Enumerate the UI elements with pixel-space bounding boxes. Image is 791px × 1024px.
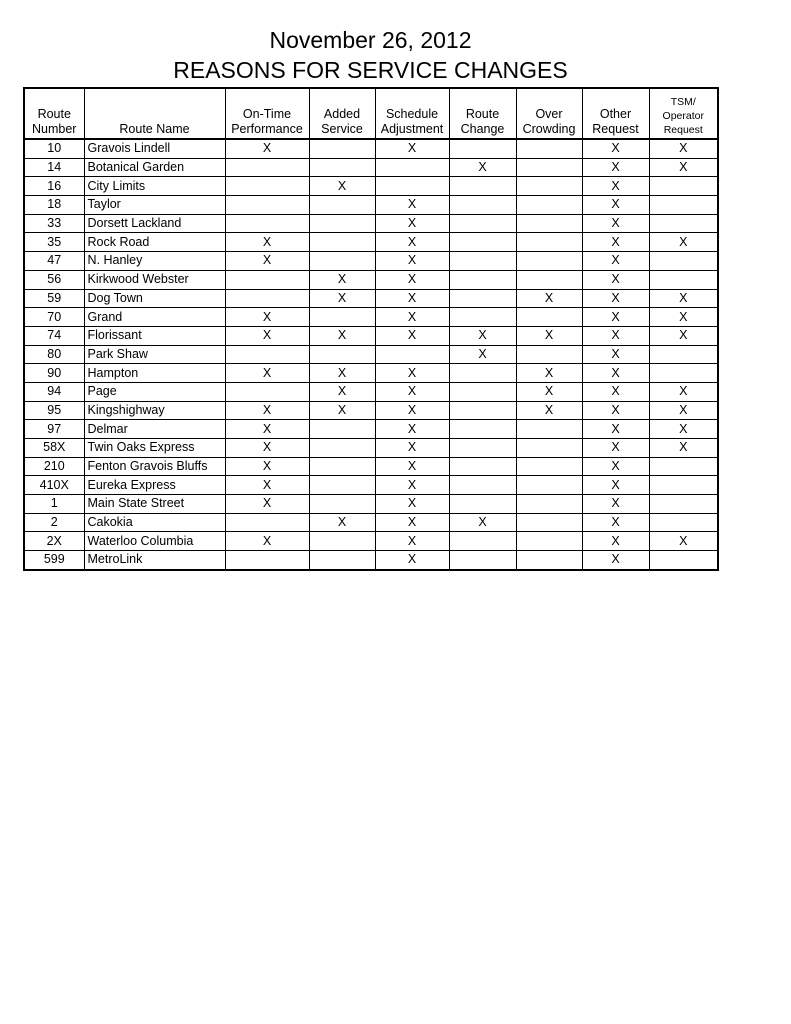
reason-mark-cell-over-crowding: [516, 345, 582, 364]
table-row: [24, 252, 718, 271]
reason-mark-cell-route-change: [449, 270, 516, 289]
title-heading: REASONS FOR SERVICE CHANGES: [173, 57, 568, 83]
table-row: [24, 177, 718, 196]
reason-mark-cell-schedule-adjustment: X: [375, 233, 449, 252]
reason-mark-cell-over-crowding: [516, 495, 582, 514]
reason-mark-cell-on-time-performance: X: [225, 401, 309, 420]
reason-mark-cell-on-time-performance: X: [225, 233, 309, 252]
reason-mark-cell-added-service: [309, 532, 375, 551]
route-number-cell: 16: [24, 177, 84, 196]
column-header-over-crowding: [516, 88, 582, 139]
reason-mark-cell-over-crowding: [516, 457, 582, 476]
column-header-line: Other: [599, 107, 632, 121]
column-header-line: On-Time: [242, 107, 292, 121]
reason-mark-cell-over-crowding: [516, 177, 582, 196]
reason-mark-cell-route-change: X: [449, 326, 516, 345]
reason-mark-cell-over-crowding: X: [516, 289, 582, 308]
table-row: [24, 345, 718, 364]
column-header-line: Schedule: [385, 107, 439, 121]
reason-mark-cell-schedule-adjustment: [375, 158, 449, 177]
route-name-cell: N. Hanley: [84, 252, 225, 271]
reason-mark-cell-schedule-adjustment: [375, 177, 449, 196]
reason-mark-cell-route-change: [449, 214, 516, 233]
reason-mark-cell-on-time-performance: X: [225, 308, 309, 327]
reason-mark-cell-tsm-operator-request: [649, 457, 718, 476]
reason-mark-cell-added-service: [309, 476, 375, 495]
table-row: [24, 158, 718, 177]
reason-mark-cell-other-request: X: [582, 551, 649, 570]
reason-mark-cell-tsm-operator-request: X: [649, 326, 718, 345]
column-header-line: Service: [321, 122, 363, 136]
route-number-cell: 2X: [24, 532, 84, 551]
route-name-cell: Eureka Express: [84, 476, 225, 495]
reason-mark-cell-added-service: X: [309, 177, 375, 196]
reason-mark-cell-tsm-operator-request: [649, 177, 718, 196]
reason-mark-cell-schedule-adjustment: X: [375, 551, 449, 570]
reason-mark-cell-other-request: X: [582, 214, 649, 233]
reason-mark-cell-other-request: X: [582, 177, 649, 196]
reason-mark-cell-route-change: [449, 439, 516, 458]
reason-mark-cell-route-change: [449, 551, 516, 570]
document-title: [0, 26, 741, 84]
route-name-cell: Hampton: [84, 364, 225, 383]
reason-mark-cell-schedule-adjustment: X: [375, 439, 449, 458]
table-row: [24, 476, 718, 495]
reason-mark-cell-over-crowding: [516, 270, 582, 289]
route-number-cell: 18: [24, 196, 84, 215]
route-number-cell: 33: [24, 214, 84, 233]
table-body: [24, 139, 718, 570]
reason-mark-cell-on-time-performance: X: [225, 439, 309, 458]
reason-mark-cell-tsm-operator-request: [649, 364, 718, 383]
reason-mark-cell-over-crowding: X: [516, 364, 582, 383]
reason-mark-cell-on-time-performance: [225, 513, 309, 532]
reason-mark-cell-other-request: X: [582, 382, 649, 401]
table-row: [24, 401, 718, 420]
reason-mark-cell-schedule-adjustment: X: [375, 196, 449, 215]
reason-mark-cell-schedule-adjustment: X: [375, 308, 449, 327]
title-date: November 26, 2012: [269, 27, 472, 53]
reason-mark-cell-over-crowding: [516, 476, 582, 495]
reason-mark-cell-over-crowding: [516, 158, 582, 177]
route-number-cell: 14: [24, 158, 84, 177]
reason-mark-cell-other-request: X: [582, 326, 649, 345]
reason-mark-cell-other-request: X: [582, 364, 649, 383]
table-row: [24, 551, 718, 570]
route-number-cell: 94: [24, 382, 84, 401]
route-number-cell: 90: [24, 364, 84, 383]
reason-mark-cell-on-time-performance: X: [225, 252, 309, 271]
reason-mark-cell-tsm-operator-request: X: [649, 420, 718, 439]
reason-mark-cell-on-time-performance: [225, 345, 309, 364]
reason-mark-cell-other-request: X: [582, 401, 649, 420]
table-row: [24, 420, 718, 439]
column-header-tsm-operator-request: [649, 88, 718, 139]
table-row: [24, 308, 718, 327]
reason-mark-cell-other-request: X: [582, 420, 649, 439]
reason-mark-cell-added-service: [309, 495, 375, 514]
table-row: [24, 196, 718, 215]
route-number-cell: 95: [24, 401, 84, 420]
reason-mark-cell-added-service: [309, 233, 375, 252]
reason-mark-cell-added-service: [309, 214, 375, 233]
reason-mark-cell-on-time-performance: X: [225, 476, 309, 495]
reason-mark-cell-added-service: X: [309, 326, 375, 345]
column-header-line: Crowding: [522, 122, 576, 136]
column-header-route-name: [84, 88, 225, 139]
route-name-cell: Main State Street: [84, 495, 225, 514]
reason-mark-cell-route-change: [449, 476, 516, 495]
reason-mark-cell-added-service: [309, 551, 375, 570]
reason-mark-cell-added-service: X: [309, 364, 375, 383]
column-header-added-service: [309, 88, 375, 139]
route-name-cell: Rock Road: [84, 233, 225, 252]
column-header-other-request: [582, 88, 649, 139]
column-header-line: Over: [535, 107, 563, 121]
reason-mark-cell-tsm-operator-request: X: [649, 308, 718, 327]
route-name-cell: Dog Town: [84, 289, 225, 308]
reason-mark-cell-on-time-performance: X: [225, 532, 309, 551]
reason-mark-cell-route-change: X: [449, 158, 516, 177]
reason-mark-cell-over-crowding: [516, 513, 582, 532]
route-number-cell: 59: [24, 289, 84, 308]
reason-mark-cell-on-time-performance: X: [225, 420, 309, 439]
reason-mark-cell-on-time-performance: [225, 214, 309, 233]
reason-mark-cell-over-crowding: [516, 532, 582, 551]
route-number-cell: 47: [24, 252, 84, 271]
reason-mark-cell-other-request: X: [582, 476, 649, 495]
reason-mark-cell-route-change: [449, 233, 516, 252]
route-number-cell: 58X: [24, 439, 84, 458]
reason-mark-cell-on-time-performance: X: [225, 139, 309, 158]
column-header-line: Route: [465, 107, 500, 121]
route-name-cell: Delmar: [84, 420, 225, 439]
route-number-cell: 210: [24, 457, 84, 476]
reason-mark-cell-on-time-performance: X: [225, 364, 309, 383]
table-row: [24, 214, 718, 233]
reason-mark-cell-tsm-operator-request: X: [649, 439, 718, 458]
reason-mark-cell-route-change: [449, 308, 516, 327]
reason-mark-cell-added-service: [309, 420, 375, 439]
reason-mark-cell-added-service: X: [309, 513, 375, 532]
reason-mark-cell-over-crowding: [516, 233, 582, 252]
column-header-line: TSM/: [670, 96, 696, 108]
reason-mark-cell-tsm-operator-request: X: [649, 233, 718, 252]
reason-mark-cell-over-crowding: [516, 308, 582, 327]
reason-mark-cell-over-crowding: [516, 252, 582, 271]
reason-mark-cell-tsm-operator-request: X: [649, 532, 718, 551]
reason-mark-cell-tsm-operator-request: X: [649, 382, 718, 401]
reason-mark-cell-added-service: [309, 457, 375, 476]
reason-mark-cell-other-request: X: [582, 345, 649, 364]
reason-mark-cell-added-service: [309, 139, 375, 158]
route-name-cell: Kirkwood Webster: [84, 270, 225, 289]
column-header-line: Change: [460, 122, 505, 136]
route-name-cell: Florissant: [84, 326, 225, 345]
reason-mark-cell-other-request: X: [582, 252, 649, 271]
table-row: [24, 532, 718, 551]
column-header-line: Operator: [662, 110, 704, 122]
column-header-on-time-performance: [225, 88, 309, 139]
reason-mark-cell-other-request: X: [582, 289, 649, 308]
reason-mark-cell-schedule-adjustment: X: [375, 420, 449, 439]
reason-mark-cell-tsm-operator-request: [649, 214, 718, 233]
reason-mark-cell-other-request: X: [582, 457, 649, 476]
reason-mark-cell-other-request: X: [582, 139, 649, 158]
reason-mark-cell-on-time-performance: X: [225, 457, 309, 476]
column-header-line: Performance: [231, 122, 303, 136]
route-name-cell: Kingshighway: [84, 401, 225, 420]
reason-mark-cell-schedule-adjustment: X: [375, 252, 449, 271]
reason-mark-cell-on-time-performance: [225, 196, 309, 215]
route-name-cell: Dorsett Lackland: [84, 214, 225, 233]
reason-mark-cell-other-request: X: [582, 158, 649, 177]
reason-mark-cell-added-service: [309, 439, 375, 458]
reason-mark-cell-over-crowding: X: [516, 326, 582, 345]
column-header-line: Adjustment: [380, 122, 444, 136]
reason-mark-cell-tsm-operator-request: X: [649, 139, 718, 158]
column-header-route-change: [449, 88, 516, 139]
route-name-cell: Twin Oaks Express: [84, 439, 225, 458]
reason-mark-cell-on-time-performance: X: [225, 326, 309, 345]
table-row: [24, 364, 718, 383]
route-number-cell: 80: [24, 345, 84, 364]
reason-mark-cell-route-change: [449, 495, 516, 514]
reason-mark-cell-added-service: X: [309, 382, 375, 401]
route-name-cell: Fenton Gravois Bluffs: [84, 457, 225, 476]
table-header-row: [24, 88, 718, 139]
reason-mark-cell-tsm-operator-request: [649, 476, 718, 495]
reason-mark-cell-over-crowding: [516, 214, 582, 233]
route-name-cell: Page: [84, 382, 225, 401]
reason-mark-cell-on-time-performance: [225, 270, 309, 289]
reason-mark-cell-route-change: [449, 177, 516, 196]
reason-mark-cell-other-request: X: [582, 439, 649, 458]
column-header-line: Request: [592, 122, 639, 136]
reason-mark-cell-over-crowding: [516, 139, 582, 158]
reason-mark-cell-tsm-operator-request: [649, 196, 718, 215]
table-row: [24, 270, 718, 289]
column-header-line: Added: [323, 107, 361, 121]
reason-mark-cell-schedule-adjustment: X: [375, 401, 449, 420]
reason-mark-cell-tsm-operator-request: [649, 345, 718, 364]
reason-mark-cell-added-service: [309, 308, 375, 327]
column-header-line: Number: [32, 122, 77, 136]
table-row: [24, 289, 718, 308]
reason-mark-cell-schedule-adjustment: X: [375, 326, 449, 345]
reason-mark-cell-over-crowding: [516, 551, 582, 570]
reason-mark-cell-route-change: [449, 196, 516, 215]
reason-mark-cell-tsm-operator-request: X: [649, 401, 718, 420]
route-name-cell: Cakokia: [84, 513, 225, 532]
reason-mark-cell-other-request: X: [582, 270, 649, 289]
route-name-cell: Botanical Garden: [84, 158, 225, 177]
reason-mark-cell-on-time-performance: [225, 177, 309, 196]
reason-mark-cell-route-change: [449, 420, 516, 439]
reason-mark-cell-schedule-adjustment: X: [375, 532, 449, 551]
reason-mark-cell-route-change: X: [449, 513, 516, 532]
reason-mark-cell-tsm-operator-request: X: [649, 158, 718, 177]
reason-mark-cell-over-crowding: X: [516, 401, 582, 420]
reason-mark-cell-tsm-operator-request: [649, 252, 718, 271]
table-row: [24, 382, 718, 401]
route-name-cell: Grand: [84, 308, 225, 327]
reason-mark-cell-schedule-adjustment: X: [375, 139, 449, 158]
reason-mark-cell-route-change: [449, 382, 516, 401]
reason-mark-cell-over-crowding: [516, 420, 582, 439]
route-name-cell: Waterloo Columbia: [84, 532, 225, 551]
reason-mark-cell-other-request: X: [582, 308, 649, 327]
reason-mark-cell-added-service: X: [309, 289, 375, 308]
reason-mark-cell-schedule-adjustment: X: [375, 495, 449, 514]
reason-mark-cell-schedule-adjustment: X: [375, 364, 449, 383]
reason-mark-cell-over-crowding: [516, 439, 582, 458]
reason-mark-cell-schedule-adjustment: X: [375, 382, 449, 401]
reason-mark-cell-added-service: X: [309, 270, 375, 289]
route-number-cell: 10: [24, 139, 84, 158]
route-number-cell: 410X: [24, 476, 84, 495]
table-row: [24, 495, 718, 514]
route-number-cell: 599: [24, 551, 84, 570]
table-row: [24, 139, 718, 158]
route-number-cell: 56: [24, 270, 84, 289]
reason-mark-cell-other-request: X: [582, 233, 649, 252]
reason-mark-cell-schedule-adjustment: X: [375, 457, 449, 476]
table-row: [24, 233, 718, 252]
reason-mark-cell-added-service: [309, 345, 375, 364]
table-row: [24, 457, 718, 476]
reason-mark-cell-added-service: X: [309, 401, 375, 420]
route-name-cell: City Limits: [84, 177, 225, 196]
column-header-route-number: [24, 88, 84, 139]
route-name-cell: MetroLink: [84, 551, 225, 570]
reason-mark-cell-route-change: [449, 401, 516, 420]
route-number-cell: 1: [24, 495, 84, 514]
reason-mark-cell-schedule-adjustment: X: [375, 214, 449, 233]
reason-mark-cell-added-service: [309, 252, 375, 271]
reason-mark-cell-other-request: X: [582, 495, 649, 514]
reason-mark-cell-tsm-operator-request: [649, 270, 718, 289]
route-number-cell: 97: [24, 420, 84, 439]
table-row: [24, 326, 718, 345]
reason-mark-cell-added-service: [309, 158, 375, 177]
reason-mark-cell-other-request: X: [582, 532, 649, 551]
reason-mark-cell-other-request: X: [582, 513, 649, 532]
reason-mark-cell-tsm-operator-request: [649, 551, 718, 570]
reason-mark-cell-schedule-adjustment: X: [375, 476, 449, 495]
reason-mark-cell-other-request: X: [582, 196, 649, 215]
reason-mark-cell-tsm-operator-request: [649, 495, 718, 514]
table-row: [24, 439, 718, 458]
column-header-schedule-adjustment: [375, 88, 449, 139]
reason-mark-cell-over-crowding: X: [516, 382, 582, 401]
reason-mark-cell-schedule-adjustment: X: [375, 289, 449, 308]
reason-mark-cell-on-time-performance: [225, 289, 309, 308]
reason-mark-cell-tsm-operator-request: X: [649, 289, 718, 308]
reason-mark-cell-on-time-performance: [225, 158, 309, 177]
reason-mark-cell-route-change: [449, 364, 516, 383]
route-number-cell: 35: [24, 233, 84, 252]
reason-mark-cell-route-change: [449, 139, 516, 158]
reason-mark-cell-schedule-adjustment: X: [375, 513, 449, 532]
reason-mark-cell-on-time-performance: [225, 382, 309, 401]
route-name-cell: Park Shaw: [84, 345, 225, 364]
reason-mark-cell-route-change: [449, 532, 516, 551]
reason-mark-cell-on-time-performance: [225, 551, 309, 570]
column-header-line: Route: [37, 107, 71, 121]
table-row: [24, 513, 718, 532]
reason-mark-cell-route-change: [449, 457, 516, 476]
reason-mark-cell-route-change: [449, 252, 516, 271]
reason-mark-cell-on-time-performance: X: [225, 495, 309, 514]
reason-mark-cell-schedule-adjustment: [375, 345, 449, 364]
reason-mark-cell-schedule-adjustment: X: [375, 270, 449, 289]
reason-mark-cell-over-crowding: [516, 196, 582, 215]
service-changes-table: [23, 87, 719, 571]
reason-mark-cell-added-service: [309, 196, 375, 215]
route-number-cell: 2: [24, 513, 84, 532]
column-header-line: Route Name: [119, 122, 190, 136]
route-name-cell: Gravois Lindell: [84, 139, 225, 158]
route-name-cell: Taylor: [84, 196, 225, 215]
reason-mark-cell-tsm-operator-request: [649, 513, 718, 532]
reason-mark-cell-route-change: [449, 289, 516, 308]
column-header-line: Request: [663, 124, 703, 136]
reason-mark-cell-route-change: X: [449, 345, 516, 364]
route-number-cell: 74: [24, 326, 84, 345]
route-number-cell: 70: [24, 308, 84, 327]
